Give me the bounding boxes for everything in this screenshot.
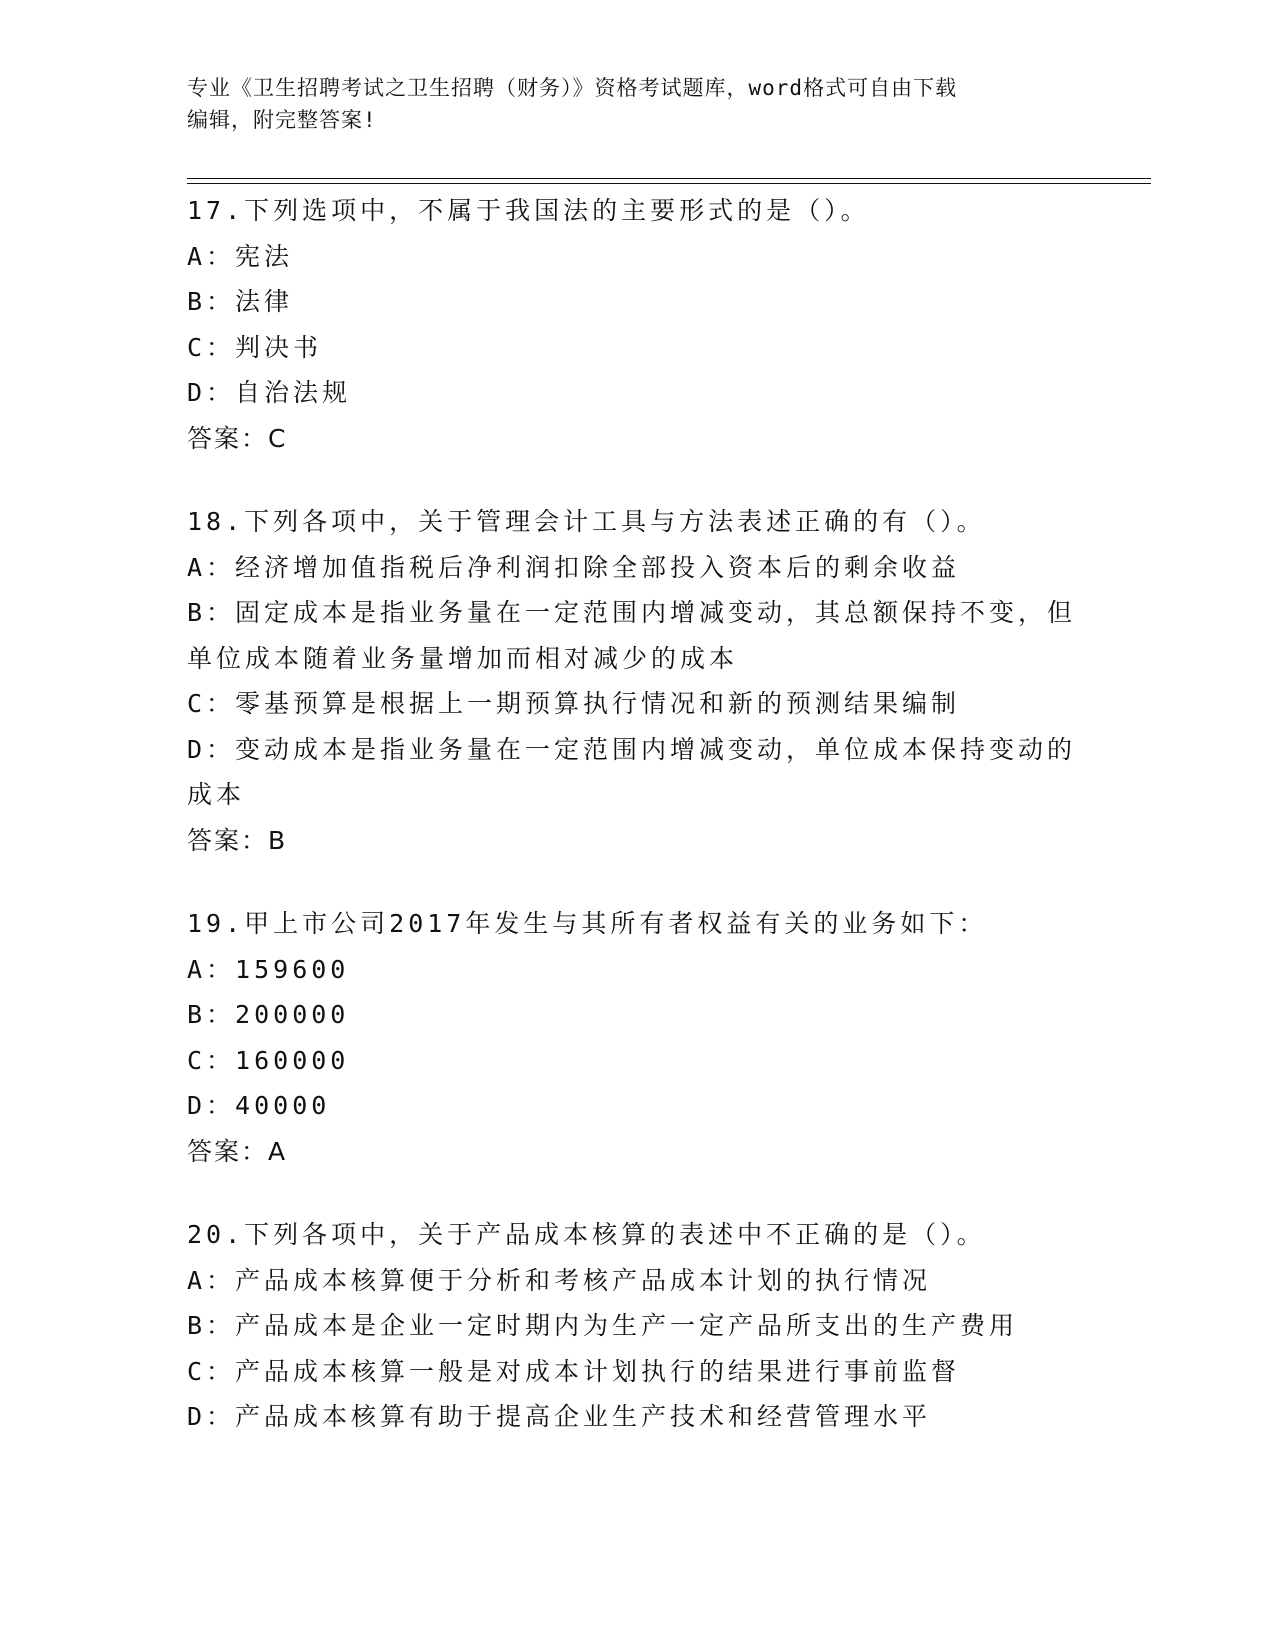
question-title: 17.下列选项中，不属于我国法的主要形式的是（）。	[187, 196, 870, 225]
header-divider-bottom	[187, 183, 1151, 184]
header-line-1: 专业《卫生招聘考试之卫生招聘（财务）》资格考试题库，word格式可自由下载	[187, 76, 958, 100]
option-a: A：159600	[187, 954, 350, 984]
option-c: C：判决书	[187, 332, 323, 362]
option-a: A：宪法	[187, 241, 294, 271]
option-a: A：经济增加值指税后净利润扣除全部投入资本后的剩余收益	[187, 552, 961, 582]
question-title: 19.甲上市公司2017年发生与其所有者权益有关的业务如下：	[187, 909, 988, 938]
option-c: C：零基预算是根据上一期预算执行情况和新的预测结果编制	[187, 689, 961, 718]
question-title: 20.下列各项中，关于产品成本核算的表述中不正确的是（）。	[187, 1220, 986, 1249]
option-d: D：产品成本核算有助于提高企业生产技术和经营管理水平	[187, 1402, 932, 1431]
option-b: B：产品成本是企业一定时期内为生产一定产品所支出的生产费用	[187, 1311, 1019, 1340]
option-d: D：自治法规	[187, 378, 352, 407]
option-b: B：200000	[187, 1000, 350, 1029]
question-19	[187, 901, 1087, 1174]
question-title: 18.下列各项中，关于管理会计工具与方法表述正确的有（）。	[187, 507, 986, 536]
option-d: D：变动成本是指业务量在一定范围内增减变动，单位成本保持变动的成本	[187, 734, 1077, 809]
header-line-2: 编辑，附完整答案!	[187, 108, 377, 132]
option-d: D：40000	[187, 1091, 331, 1120]
document-header	[187, 72, 1067, 136]
option-a: A：产品成本核算便于分析和考核产品成本计划的执行情况	[187, 1265, 932, 1295]
option-b: B：法律	[187, 287, 294, 316]
question-18	[187, 499, 1087, 863]
answer: 答案：C	[187, 423, 288, 453]
question-20	[187, 1212, 1087, 1440]
question-list	[187, 188, 1087, 1478]
answer: 答案：A	[187, 1136, 288, 1166]
option-b: B：固定成本是指业务量在一定范围内增减变动，其总额保持不变，但单位成本随着业务量增加而相对减少的成本	[187, 598, 1077, 673]
option-c: C：产品成本核算一般是对成本计划执行的结果进行事前监督	[187, 1356, 961, 1386]
question-17	[187, 188, 1087, 461]
option-c: C：160000	[187, 1045, 350, 1075]
answer: 答案：B	[187, 825, 288, 855]
header-divider-top	[187, 178, 1151, 179]
